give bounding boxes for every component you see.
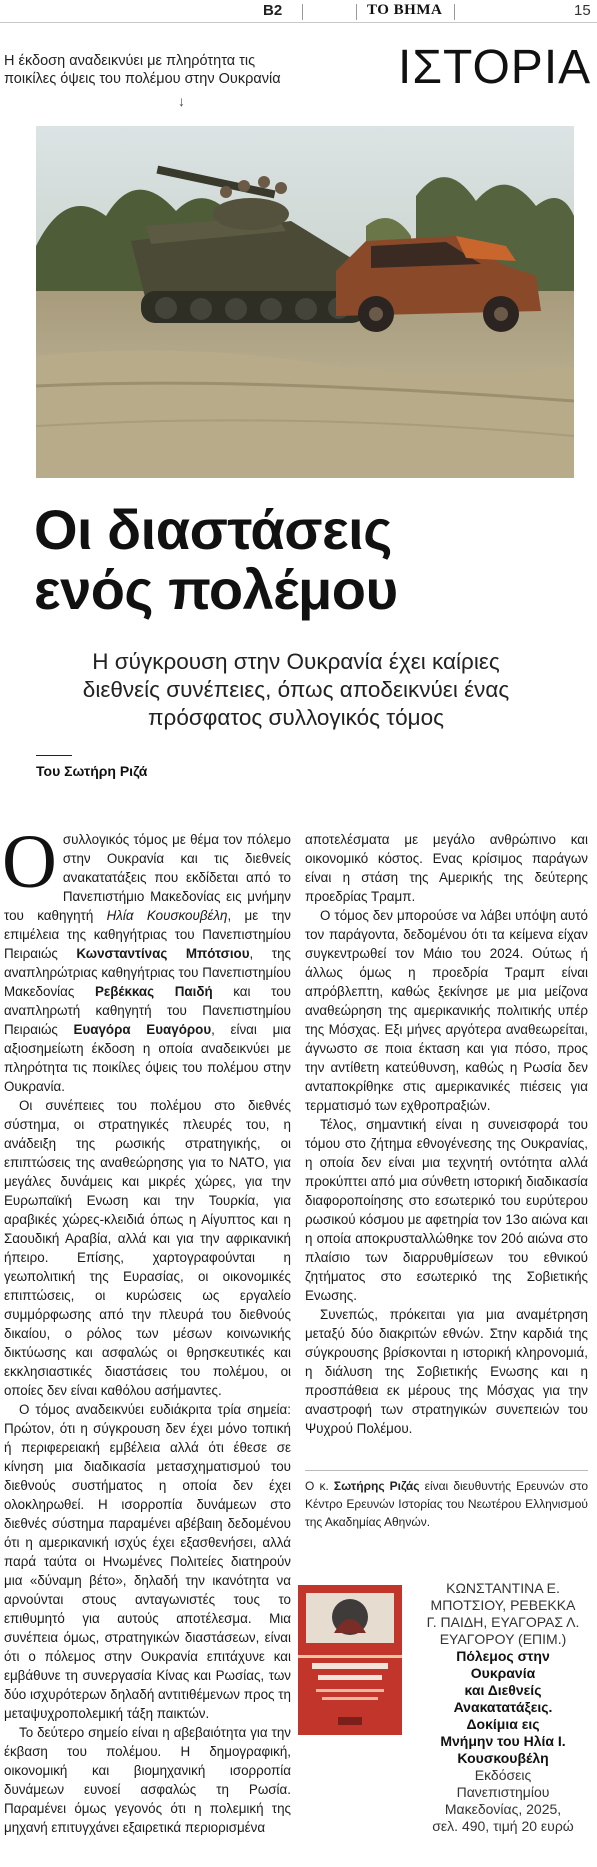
paragraph: Το δεύτερο σημείο είναι η αβεβαιότητα για την έκβαση του πολέμου. Η δημογραφική, οικονομική και βιομηχανική ισορροπία δυνάμεων ευνοεί ασφαλώς τη Ρωσία. Παραμένει όμως γεγονός ότι η πολεμική της μηχανή επιτυγχάνει εξαιρετικά περιορισμένα xyxy=(4,1725,291,1835)
byline: Του Σωτήρη Ριζά xyxy=(36,763,148,779)
book-publisher: Εκδόσεις Πανεπιστημίου Μακεδονίας, 2025, σελ. 490, τιμή 20 ευρώ xyxy=(432,1767,574,1834)
kicker xyxy=(4,52,344,88)
bio-rule xyxy=(305,1470,588,1471)
book-info xyxy=(418,1580,588,1835)
kicker-line: Η έκδοση αναδεικνύει με πληρότητα τις xyxy=(4,53,256,69)
text-run: , της αναπληρώτριας καθηγήτριας του Πανεπιστημίου Μακεδονίας xyxy=(4,946,291,999)
text-run: συλλογικός τόμος με θέμα τον πόλεμο στην Ουκρανία και τις διεθνείς ανακατατάξεις που εκδίδεται από το Πανεπιστήμιο Μακεδονίας εις μνήμην του καθηγητή xyxy=(4,832,291,923)
newspaper-name: ΤΟ ΒΗΜΑ xyxy=(367,2,443,18)
paragraph: Τέλος, σημαντική είναι η συνεισφορά του τόμου στο ζήτημα εθνογένεσης της Ουκρανίας, η οποία δεν είναι μια τεχνητή οντότητα αλλά προκύπτει από μια σύνθετη ιστορική διαδικασία διαφοροποίησης στο εσωτερικό του ευρύτερου ρωσικού κόσμου με αφετηρία τον 13ο αιώνα και η οποία αποκρυσταλλώθηκε τον 20ό αιώνα στο πλαίσιο των διαρρυθμίσεων του εθνικού ζητήματος στο εσωτερικό της Σοβιετικής Ενωσης. xyxy=(305,1117,588,1303)
text-run: και του αναπληρωτή καθηγητή του Πανεπιστημίου Πειραιώς xyxy=(4,984,291,1037)
page-number: 15 xyxy=(574,2,591,19)
deck xyxy=(36,648,556,732)
down-arrow-icon: ↓ xyxy=(178,93,185,109)
deck-line: πρόσφατος συλλογικός τόμος xyxy=(148,705,444,730)
article-body-left xyxy=(2,820,292,1837)
paragraph: Συνεπώς, πρόκειται για μια αναμέτρηση μεταξύ δύο διακριτών εθνών. Στην καρδιά της σύγκρουσης βρίσκονται η ιστορική κληρονομιά, η διάλυση της Σοβιετικής Ενωσης και η προσπάθεια εκ μέρους της Μόσχας για την αναστροφή των στρατηγικών συνεπειών του Ψυχρού Πολέμου. xyxy=(305,1307,588,1436)
masthead-divider xyxy=(454,4,455,20)
book-cover-image xyxy=(298,1585,402,1735)
dropcap: Ο xyxy=(2,820,57,904)
tank-and-burnt-car-image xyxy=(36,126,574,478)
article-photo xyxy=(36,126,574,478)
text-run: , με την επιμέλεια της καθηγήτριας του Πανεπιστημίου Πειραιώς xyxy=(4,908,291,961)
text-run: , είναι μια αξιοσημείωτη έκδοση η οποία αναδεικνύει με πληρότητα τις ποικίλες όψεις του πολέμου στην Ουκρανία. xyxy=(4,1022,292,1094)
author-name: Σωτήρης Ριζάς xyxy=(333,1479,420,1493)
masthead-divider xyxy=(356,4,357,20)
deck-line: Η σύγκρουση στην Ουκρανία έχει καίριες xyxy=(92,649,500,674)
bold-name: Κωνσταντίνας Μπότσιου xyxy=(76,946,250,961)
page-code: B2 xyxy=(263,2,283,19)
book-title: Πόλεμος στην Ουκρανία και Διεθνείς Ανακατατάξεις. Δοκίμια εις Μνήμην του Ηλία Ι. Κουσκουβέλη xyxy=(440,1648,566,1766)
paragraph xyxy=(2,820,292,1096)
author-bio: Ο κ. Σωτήρης Ριζάς είναι διευθυντής Ερευνών στο Κέντρο Ερευνών Ιστορίας του Νεωτέρου Ελληνισμού της Ακαδημίας Αθηνών. xyxy=(305,1479,588,1529)
deck-line: διεθνείς συνέπειες, όπως αποδεικνύει ένας xyxy=(82,677,510,702)
masthead-divider xyxy=(302,4,303,20)
paragraph: Ο τόμος αναδεικνύει ευδιάκριτα τρία σημεία: Πρώτον, ότι η σύγκρουση δεν έχει μόνο τοπική ή περιφερειακή εμβέλεια αλλά ότι έθεσε σε κίνηση μια διαδικασία μετασχηματισμού του διεθνούς συστήματος η οποία δεν έχει ολοκληρωθεί. Η ισορροπία δυνάμεων στο διεθνές σύστημα παραμένει αβέβαιη δεδομένου ότι η αμερικανική ισχύς έχει εξασθενήσει, αλλά παρά ταύτα οι Ηνωμένες Πολιτείες διατηρούν μια «δύναμη βέτο», δηλαδή την ικανότητα να αρνούνται στους ανταγωνιστές τους το επιθυμητό για αυτούς αποτέλεσμα. Μια συνέπεια όμως, στρατηγικών διαστάσεων, είναι ότι ο πόλεμος στην Ουκρανία επιτάχυνε και εμβάθυνε τη συνεργασία Κίνας και Ρωσίας, των δύο ισχυρότερων δηλαδή αντιτιθέμενων προς τη μεταψυχροπολεμική τάξη παικτών. xyxy=(4,1402,291,1721)
masthead xyxy=(0,0,597,22)
kicker-line: ποικίλες όψεις του πολέμου στην Ουκρανία xyxy=(4,71,281,87)
byline-rule xyxy=(36,755,72,756)
italic-name: Ηλία Κουσκουβέλη xyxy=(106,908,228,923)
headline-line: Οι διαστάσεις xyxy=(34,498,392,561)
bold-name: Ευαγόρα Ευαγόρου xyxy=(73,1022,212,1037)
book-authors: ΚΩΝΣΤΑΝΤΙΝΑ Ε. ΜΠΟΤΣΙΟΥ, ΡΕΒΕΚΚΑ Γ. ΠΑΙΔΗ, ΕΥΑΓΟΡΑΣ Λ. ΕΥΑΓΟΡΟΥ (ΕΠΙΜ.) xyxy=(426,1580,580,1647)
paragraph: αποτελέσματα με μεγάλο ανθρώπινο και οικονομικό κόστος. Ενας κρίσιμος παράγων είναι η στάση της Αμερικής της δεύτερης προεδρίας Τραμπ. xyxy=(305,832,588,904)
headline-line: ενός πολέμου xyxy=(34,558,398,621)
section-title: ΙΣΤΟΡΙΑ xyxy=(398,41,592,94)
paragraph: Ο τόμος δεν μπορούσε να λάβει υπόψη αυτό τον παράγοντα, δεδομένου ότι τα κείμενα είχαν συγκεντρωθεί τον Μάιο του 2024. Ούτως ή άλλως όμως η προεδρία Τραμπ είναι απρόβλεπτη, καθώς ξεκίνησε με μια μείζονα αναθεώρηση της αμερικανικής πολιτικής υπέρ της Μόσχας. Εξι μήνες αργότερα αναθεωρείται, άγνωστο σε ποια έκταση και για πόσο, προς την αντίθετη κατεύθυνση, καθώς η Ρωσία δεν ανταποκρίθηκε στις αμερικανικές πιέσεις για τερματισμό των εχθροπραξιών. xyxy=(305,908,588,1113)
article-body-right xyxy=(305,830,588,1438)
masthead-rule xyxy=(0,22,597,23)
headline xyxy=(34,500,574,620)
paragraph: Οι συνέπειες του πολέμου στο διεθνές σύστημα, οι στρατηγικές πλευρές του, η ανάδειξη της ρωσικής στρατηγικής, οι επιπτώσεις της αναθεώρησης για το ΝΑΤΟ, για μεγάλες δυνάμεις και μικρές χώρες, για την Ευρωπαϊκή Ενωση και την Τουρκία, για αραβικές χώρες-κλειδιά όπως η Αίγυπτος και η Σαουδική Αραβία, αλλά και για την αφρικανική ήπειρο. Επίσης, χαρτογραφούνται η γεωπολιτική της Ευρασίας, οι οικονομικές επιπτώσεις, οι κυρώσεις ως εργαλείο συμμόρφωσης από την πλευρά του διεθνούς δικαίου, ο ρόλος των μέσων κοινωνικής δικτύωσης και ασφαλώς οι θρησκευτικές και εκκλησιαστικές διαστάσεις του πολέμου, οι οποίες δεν είναι καθόλου ασήμαντες. xyxy=(4,1098,291,1398)
bold-name: Ρεβέκκας Παιδή xyxy=(94,984,213,999)
